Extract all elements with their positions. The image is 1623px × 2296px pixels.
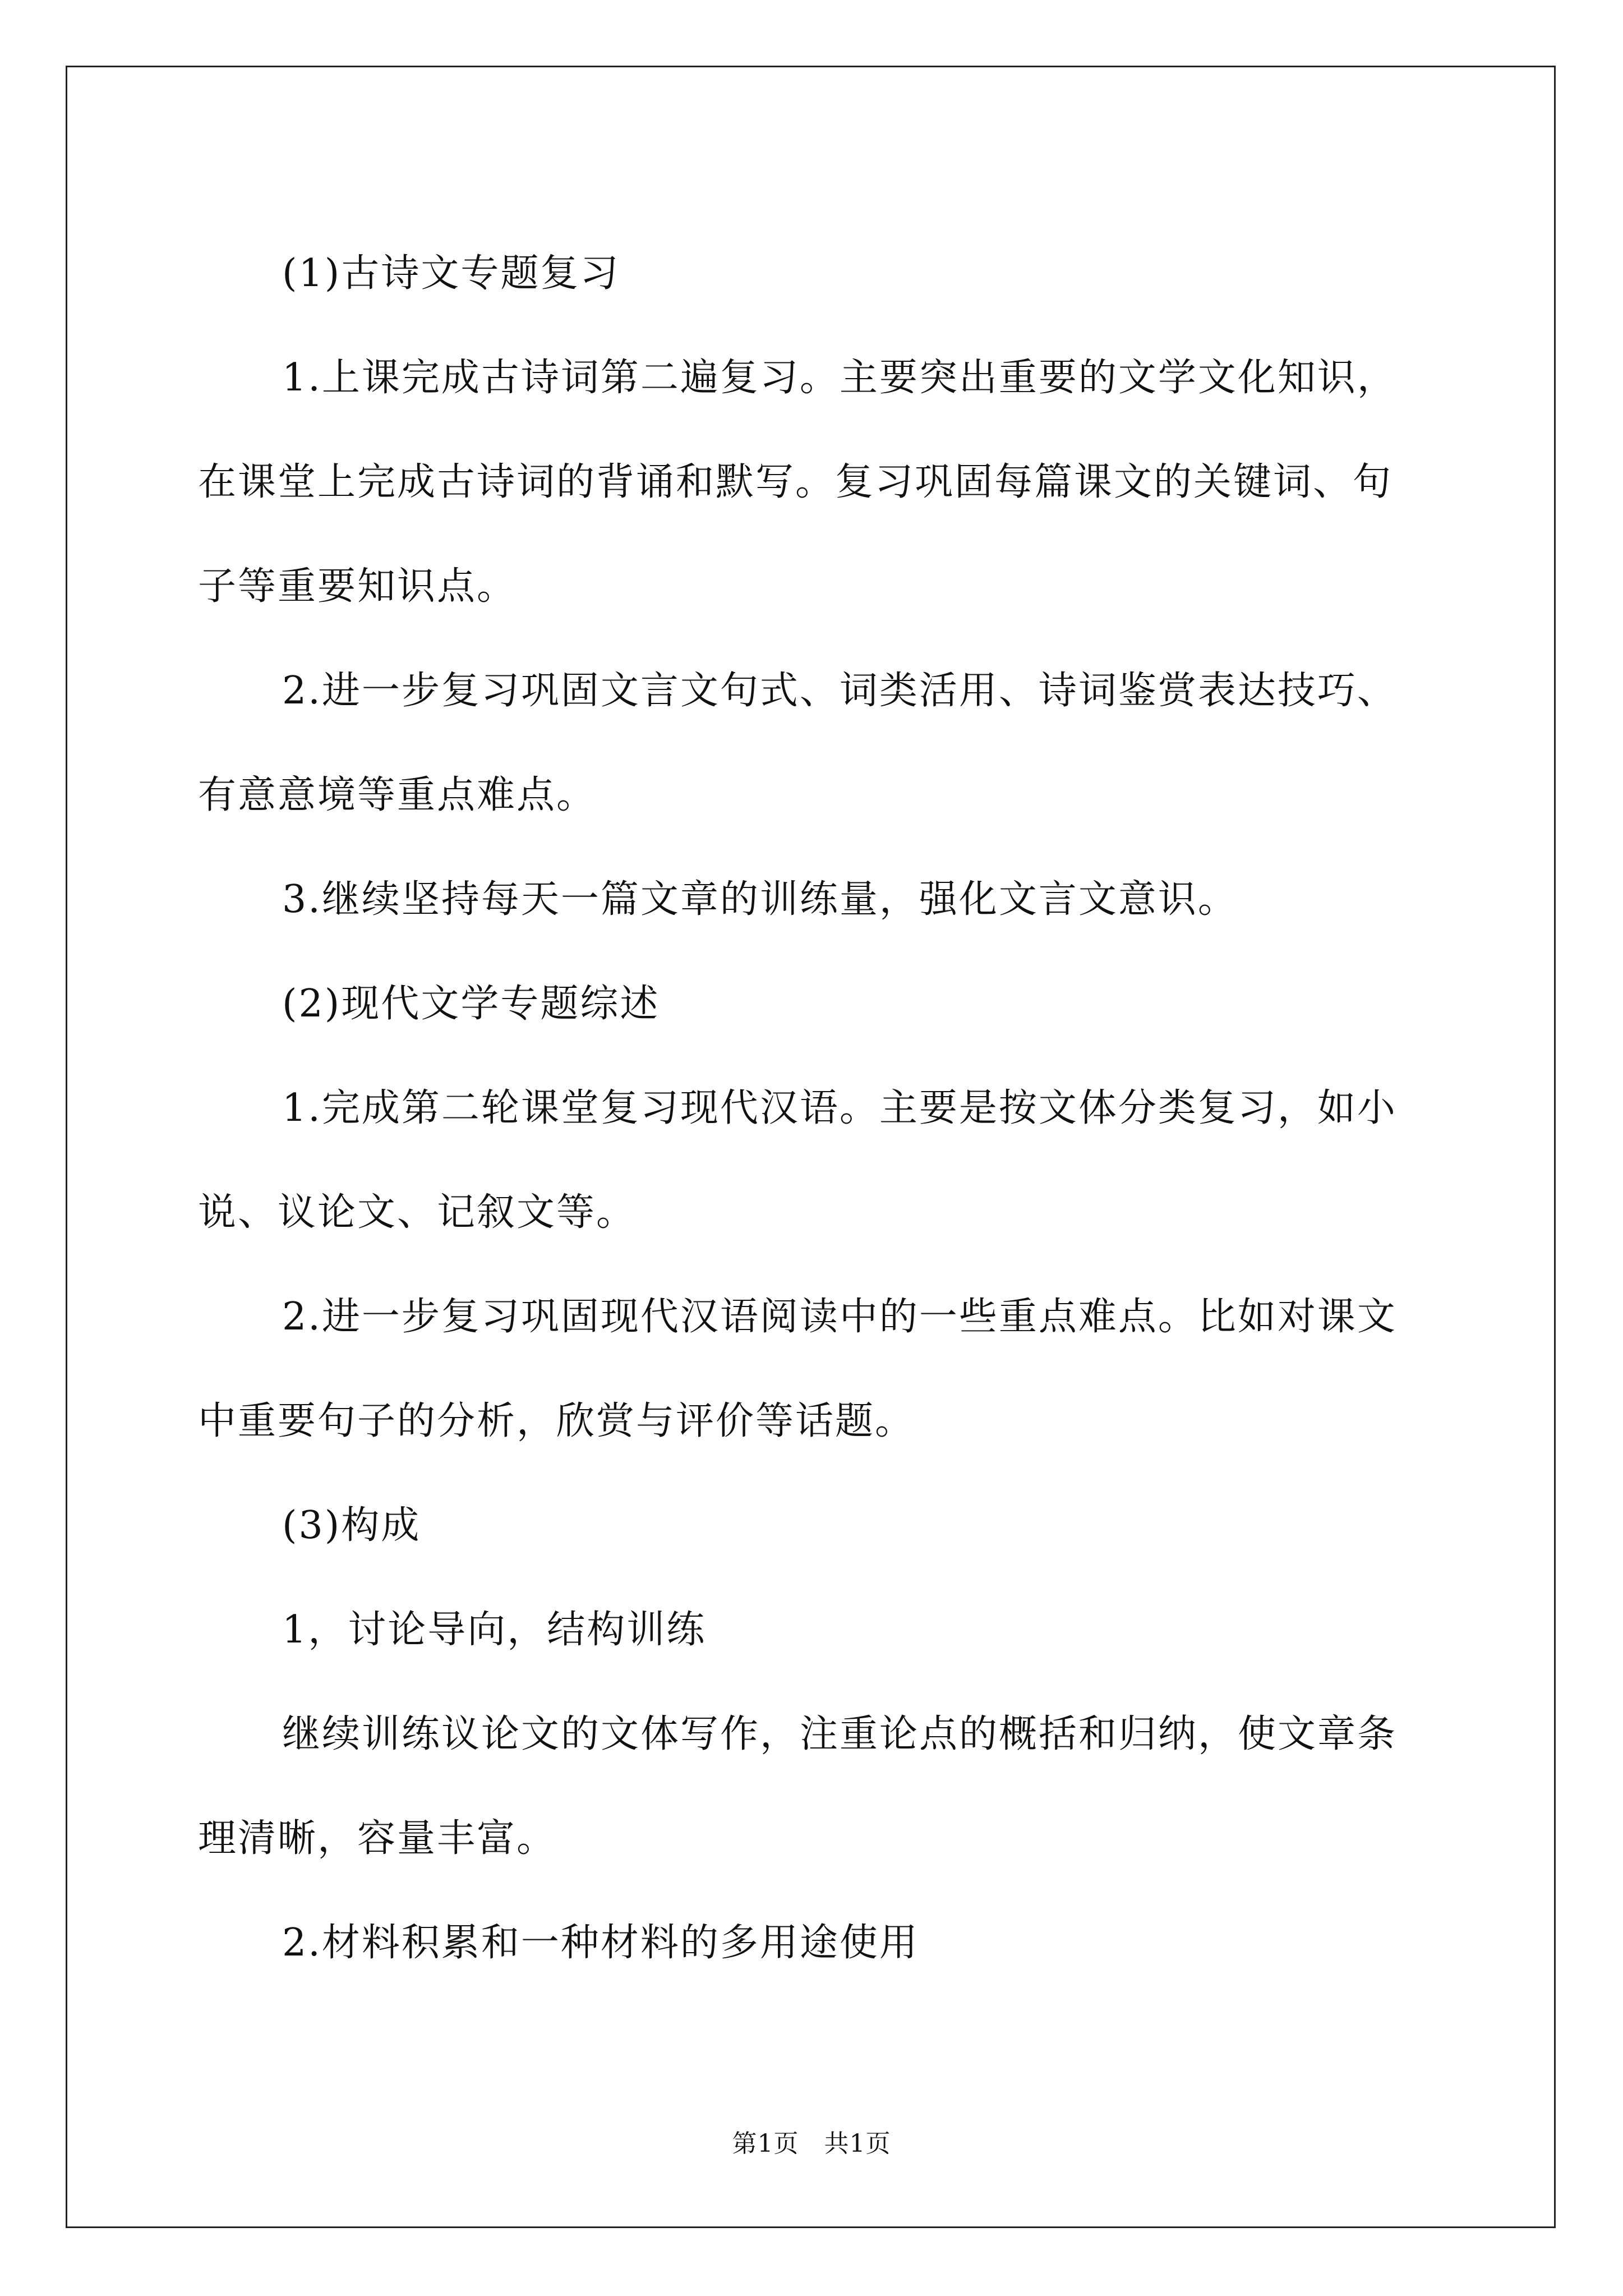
paragraph-section-3-item-1-body: 继续训练议论文的文体写作，注重论点的概括和归纳，使文章条理清晰，容量丰富。: [198, 1712, 1398, 1861]
paragraph-section-1-item-2: 2.进一步复习巩固文言文句式、词类活用、诗词鉴赏表达技巧、有意意境等重点难点。: [198, 669, 1397, 817]
page-footer: 第1页 共1页: [732, 2129, 891, 2158]
paragraph-section-3-heading: (3)构成: [282, 1503, 421, 1548]
paragraph-section-1-item-1: 1.上课完成古诗词第二遍复习。主要突出重要的文学文化知识，在课堂上完成古诗词的背诵和默写。复习巩固每篇课文的关键词、句子等重要知识点。: [198, 356, 1397, 609]
document-body: [198, 222, 1426, 1995]
paragraph-section-2-item-2: 2.进一步复习巩固现代汉语阅读中的一些重点难点。比如对课文中重要句子的分析，欣赏与评价等话题。: [198, 1295, 1397, 1443]
paragraph-section-2-heading: (2)现代文学专题综述: [282, 982, 660, 1026]
paragraph-section-1-item-3: 3.继续坚持每天一篇文章的训练量，强化文言文意识。: [282, 877, 1238, 922]
paragraph-section-2-item-1: 1.完成第二轮课堂复习现代汉语。主要是按文体分类复习，如小说、议论文、记叙文等。: [198, 1086, 1397, 1235]
paragraph-section-3-item-1: 1，讨论导向，结构训练: [282, 1608, 707, 1652]
paragraph-section-1-heading: (1)古诗文专题复习: [282, 251, 620, 296]
paragraph-section-3-item-2: 2.材料积累和一种材料的多用途使用: [282, 1921, 919, 1965]
